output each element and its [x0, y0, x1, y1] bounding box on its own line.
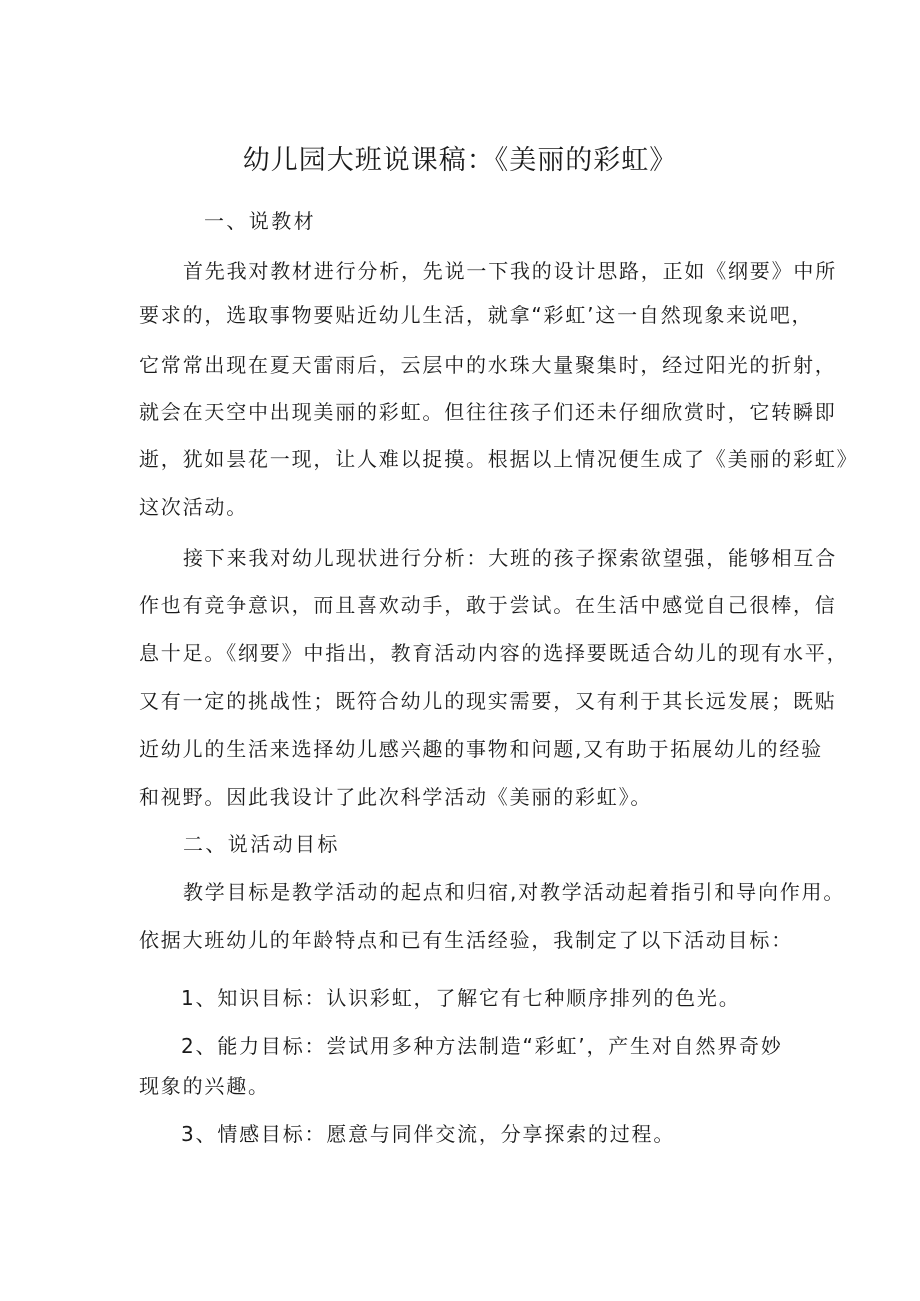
goal-ability-continued: 现象的兴趣。 [139, 1074, 270, 1098]
paragraph-line: 又有一定的挑战性；既符合幼儿的现实需要，又有利于其长远发展；既贴 [139, 689, 837, 713]
paragraph-line: 逝，犹如昙花一现，让人难以捉摸。根据以上情况便生成了《美丽的彩虹》 [139, 447, 859, 471]
paragraph-line: 首先我对教材进行分析，先说一下我的设计思路，正如《纲要》中所 [183, 259, 837, 283]
paragraph-line: 作也有竞争意识，而且喜欢动手，敢于尝试。在生活中感觉自己很棒，信 [139, 593, 837, 617]
section-heading-teaching-material: 一、说教材 [204, 209, 316, 233]
paragraph-line: 和视野。因此我设计了此次科学活动《美丽的彩虹》。 [139, 785, 653, 809]
goal-ability: 2、能力目标：尝试用多种方法制造“彩虹’，产生对自然界奇妙 [181, 1034, 783, 1058]
paragraph-line: 依据大班幼儿的年龄特点和已有生活经验，我制定了以下活动目标： [139, 928, 793, 952]
paragraph-line: 教学目标是教学活动的起点和归宿,对教学活动起着指引和导向作用。 [183, 880, 846, 904]
document-title: 幼儿园大班说课稿：《美丽的彩虹》 [242, 145, 678, 176]
paragraph-line: 息十足。《纲要》中指出，教育活动内容的选择要既适合幼儿的现有水平， [139, 641, 849, 665]
paragraph-line: 近幼儿的生活来选择幼儿感兴趣的事物和问题,又有助于拓展幼儿的经验 [139, 737, 823, 761]
goal-emotion: 3、情感目标：愿意与同伴交流，分享探索的过程。 [181, 1122, 676, 1146]
paragraph-line: 它常常出现在夏天雷雨后，云层中的水珠大量聚集时，经过阳光的折射， [139, 353, 837, 377]
section-heading-activity-goals: 二、说活动目标 [183, 832, 340, 856]
paragraph-line: 这次活动。 [139, 495, 248, 519]
goal-knowledge: 1、知识目标：认识彩虹，了解它有七种顺序排列的色光。 [181, 986, 741, 1010]
paragraph-line: 就会在天空中出现美丽的彩虹。但往往孩子们还未仔细欣赏时，它转瞬即 [139, 400, 837, 424]
paragraph-line: 接下来我对幼儿现状进行分析：大班的孩子探索欲望强，能够相互合 [183, 546, 837, 570]
paragraph-line: 要求的，选取事物要贴近幼儿生活，就拿“彩虹’这一自然现象来说吧， [139, 303, 814, 327]
